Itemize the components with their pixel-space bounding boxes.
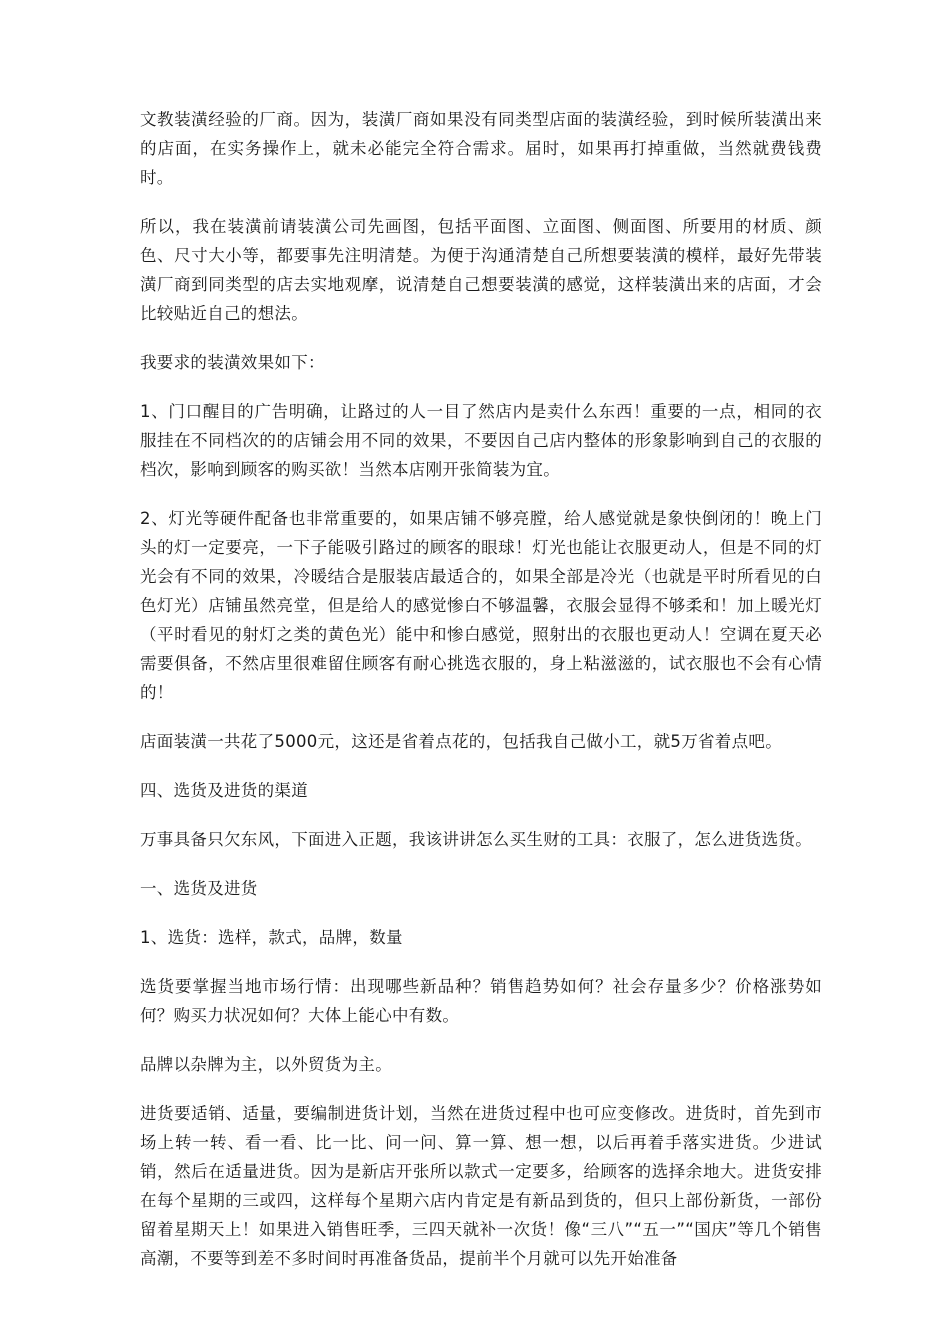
paragraph-purchasing-plan: 进货要适销、适量，要编制进货计划，当然在进货过程中也可应变修改。进货时，首先到市场上转一转、看一看、比一比、问一问、算一算、想一想，以后再着手落实进货。少进试销，然后在适量进货。因为是新店开张所以款式一定要多，给顾客的选择余地大。进货安排在每个星期的三或四，这样每个星期六店内肯定是有新品到货的，但只上部份新货，一部份留着星期天上！如果进入销售旺季，三四天就补一次货！像“三八”“五一”“国庆”等几个销售高潮，不要等到差不多时间时再准备货品，提前半个月就可以先开始准备 <box>140 1104 822 1268</box>
paragraph-brand-policy: 品牌以杂牌为主，以外贸货为主。 <box>140 1055 392 1074</box>
paragraph-drawing-plans: 所以，我在装潢前请装潢公司先画图，包括平面图、立面图、侧面图、所要用的材质、颜色、尺寸大小等，都要事先注明清楚。为便于沟通清楚自己所想要装潢的模样，最好先带装潢厂商到同类型的店去实地观摩，说清楚自己想要装潢的感觉，这样装潢出来的店面，才会比较贴近自己的想法。 <box>140 217 822 323</box>
paragraph-sourcing-intro: 万事具备只欠东风，下面进入正题，我该讲讲怎么买生财的工具：衣服了，怎么进货选货。 <box>140 830 812 849</box>
paragraph-lighting: 2、灯光等硬件配备也非常重要的，如果店铺不够亮膛，给人感觉就是象快倒闭的！晚上门头的灯一定要亮，一下子能吸引路过的顾客的眼球！灯光也能让衣服更动人，但是不同的灯光会有不同的效果，冷暖结合是服装店最适合的，如果全部是冷光（也就是平时所看见的白色灯光）店铺虽然亮堂，但是给人的感觉惨白不够温馨，衣服会显得不够柔和！加上暖光灯（平时看见的射灯之类的黄色光）能中和惨白感觉，照射出的衣服也更动人！空调在夏天必需要俱备，不然店里很难留住顾客有耐心挑选衣服的，身上粘滋滋的，试衣服也不会有心情的！ <box>140 509 822 702</box>
subsection-heading-selection: 一、选货及进货 <box>140 879 258 898</box>
paragraph-requirements-intro: 我要求的装潢效果如下： <box>140 353 325 372</box>
paragraph-decoration-experience: 文教装潢经验的厂商。因为，装潢厂商如果没有同类型店面的装潢经验，到时候所装潢出来的店面，在实务操作上，就未必能完全符合需求。届时，如果再打掉重做，当然就费钱费时。 <box>140 110 822 187</box>
paragraph-signage: 1、门口醒目的广告明确，让路过的人一目了然店内是卖什么东西！重要的一点，相同的衣服挂在不同档次的的店铺会用不同的效果，不要因自己店内整体的形象影响到自己的衣服的档次，影响到顾客的购买欲！当然本店刚开张简装为宜。 <box>140 402 822 479</box>
item-heading-selection: 1、选货：选样，款式，品牌，数量 <box>140 928 403 947</box>
section-heading-sourcing: 四、选货及进货的渠道 <box>140 781 308 800</box>
document-page <box>140 105 822 1293</box>
paragraph-market-research: 选货要掌握当地市场行情：出现哪些新品种？销售趋势如何？社会存量多少？价格涨势如何？购买力状况如何？大体上能心中有数。 <box>140 977 822 1025</box>
paragraph-cost: 店面装潢一共花了5000元，这还是省着点花的，包括我自己做小工，就5万省着点吧。 <box>140 732 782 751</box>
